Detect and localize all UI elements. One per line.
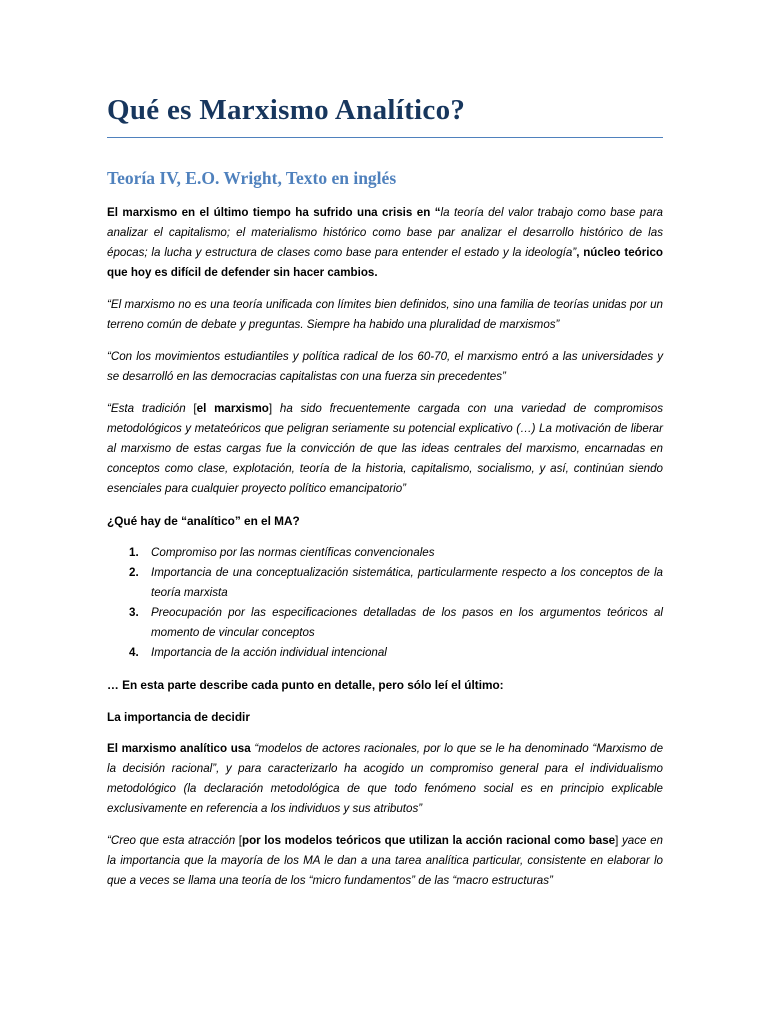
- attraction-bracket-open: [: [235, 834, 242, 847]
- list-item-number: 1.: [129, 546, 139, 559]
- paragraph-rational-models: [107, 739, 663, 819]
- document-body: [107, 92, 663, 891]
- rational-models-lead: El marxismo analítico usa: [107, 742, 255, 755]
- list-item: [107, 603, 663, 643]
- list-item-number: 4.: [129, 646, 139, 659]
- paragraph-quote-plurality: “El marxismo no es una teoría unificada con límites bien definidos, sino una familia de teorías unidas por un terreno común de debate y preguntas. Siempre ha habido una pluralidad de marxismos”: [107, 298, 663, 331]
- numbered-list: [107, 543, 663, 663]
- paragraph-intro-quote: la teoría del valor trabajo como base para analizar el capitalismo; el materialismo histórico como base par analizar el desarrollo histórico de las épocas; la lucha y estructura de clases como base para entender el estado y la ideología”: [107, 206, 663, 259]
- list-item-text: Importancia de la acción individual intencional: [151, 646, 387, 659]
- attraction-bracket-close: ]: [615, 834, 622, 847]
- document-subtitle: Teoría IV, E.O. Wright, Texto en inglés: [107, 168, 397, 188]
- list-item-number: 3.: [129, 606, 139, 619]
- note-text: … En esta parte describe cada punto en detalle, pero sólo leí el último:: [107, 678, 504, 692]
- document-title: Qué es Marxismo Analítico?: [107, 92, 663, 138]
- list-item: [107, 643, 663, 663]
- list-item-text: Preocupación por las especificaciones detalladas de los pasos en los argumentos teóricos al momento de vincular conceptos: [151, 606, 663, 639]
- paragraph-intro-lead: El marxismo en el último tiempo ha sufrido una crisis en “: [107, 206, 441, 219]
- rational-models-quote: “modelos de actores racionales, por lo que se le ha denominado “Marxismo de la decisión racional”, y para caracterizarlo ha acogido un compromiso general para el individualismo metodológico (la declaración metodológica de que todo fenómeno social es en principio explicable exclusivamente en referencia a los individuos y sus atributos”: [107, 742, 664, 815]
- tradition-bracket-text: el marxismo: [196, 402, 269, 415]
- paragraph-quote-tradition: [107, 399, 663, 499]
- tradition-quote-open: “Esta tradición: [107, 402, 186, 415]
- paragraph-intro-tail: , núcleo teórico que hoy es difícil de defender sin hacer cambios.: [107, 246, 664, 279]
- list-item-text: Compromiso por las normas científicas convencionales: [151, 546, 435, 559]
- paragraph-attraction: [107, 831, 663, 891]
- list-item-text: Importancia de una conceptualización sistemática, particularmente respecto a los conceptos de la teoría marxista: [151, 566, 663, 599]
- paragraph-intro: [107, 203, 663, 283]
- paragraph-quote-movements: “Con los movimientos estudiantiles y política radical de los 60-70, el marxismo entró a las universidades y se desarrolló en las democracias capitalistas con una fuerza sin precedentes”: [107, 350, 663, 383]
- tradition-quote-rest: ha sido frecuentemente cargada con una variedad de compromisos metodológicos y metateóricos que peligran seriamente su potencial explicativo (…) La motivación de liberar al marxismo de estas cargas fue la convicción de que las ideas centrales del marxismo, encarnadas en conceptos como clase, explotación, teoría de la historia, capitalismo, socialismo, y así, continúan siendo esenciales para cualquier proyecto político emancipatorio”: [107, 402, 663, 495]
- list-item-number: 2.: [129, 566, 139, 579]
- section-heading-analytic: ¿Qué hay de “analítico” en el MA?: [107, 514, 300, 528]
- attraction-quote-rest: yace en la importancia que la mayoría de los MA le dan a una tarea analítica particular, consistente en elaborar lo que a veces se llama una teoría de los “micro fundamentos” de las “macro estructuras”: [107, 834, 663, 887]
- section-heading-decide: La importancia de decidir: [107, 710, 250, 724]
- tradition-bracket-open: [: [185, 402, 197, 415]
- tradition-bracket-close: ]: [268, 402, 280, 415]
- list-item: [107, 543, 663, 563]
- list-item: [107, 563, 663, 603]
- attraction-quote-open: “Creo que esta atracción: [107, 834, 236, 847]
- attraction-bracket-text: por los modelos teóricos que utilizan la acción racional como base: [242, 834, 616, 847]
